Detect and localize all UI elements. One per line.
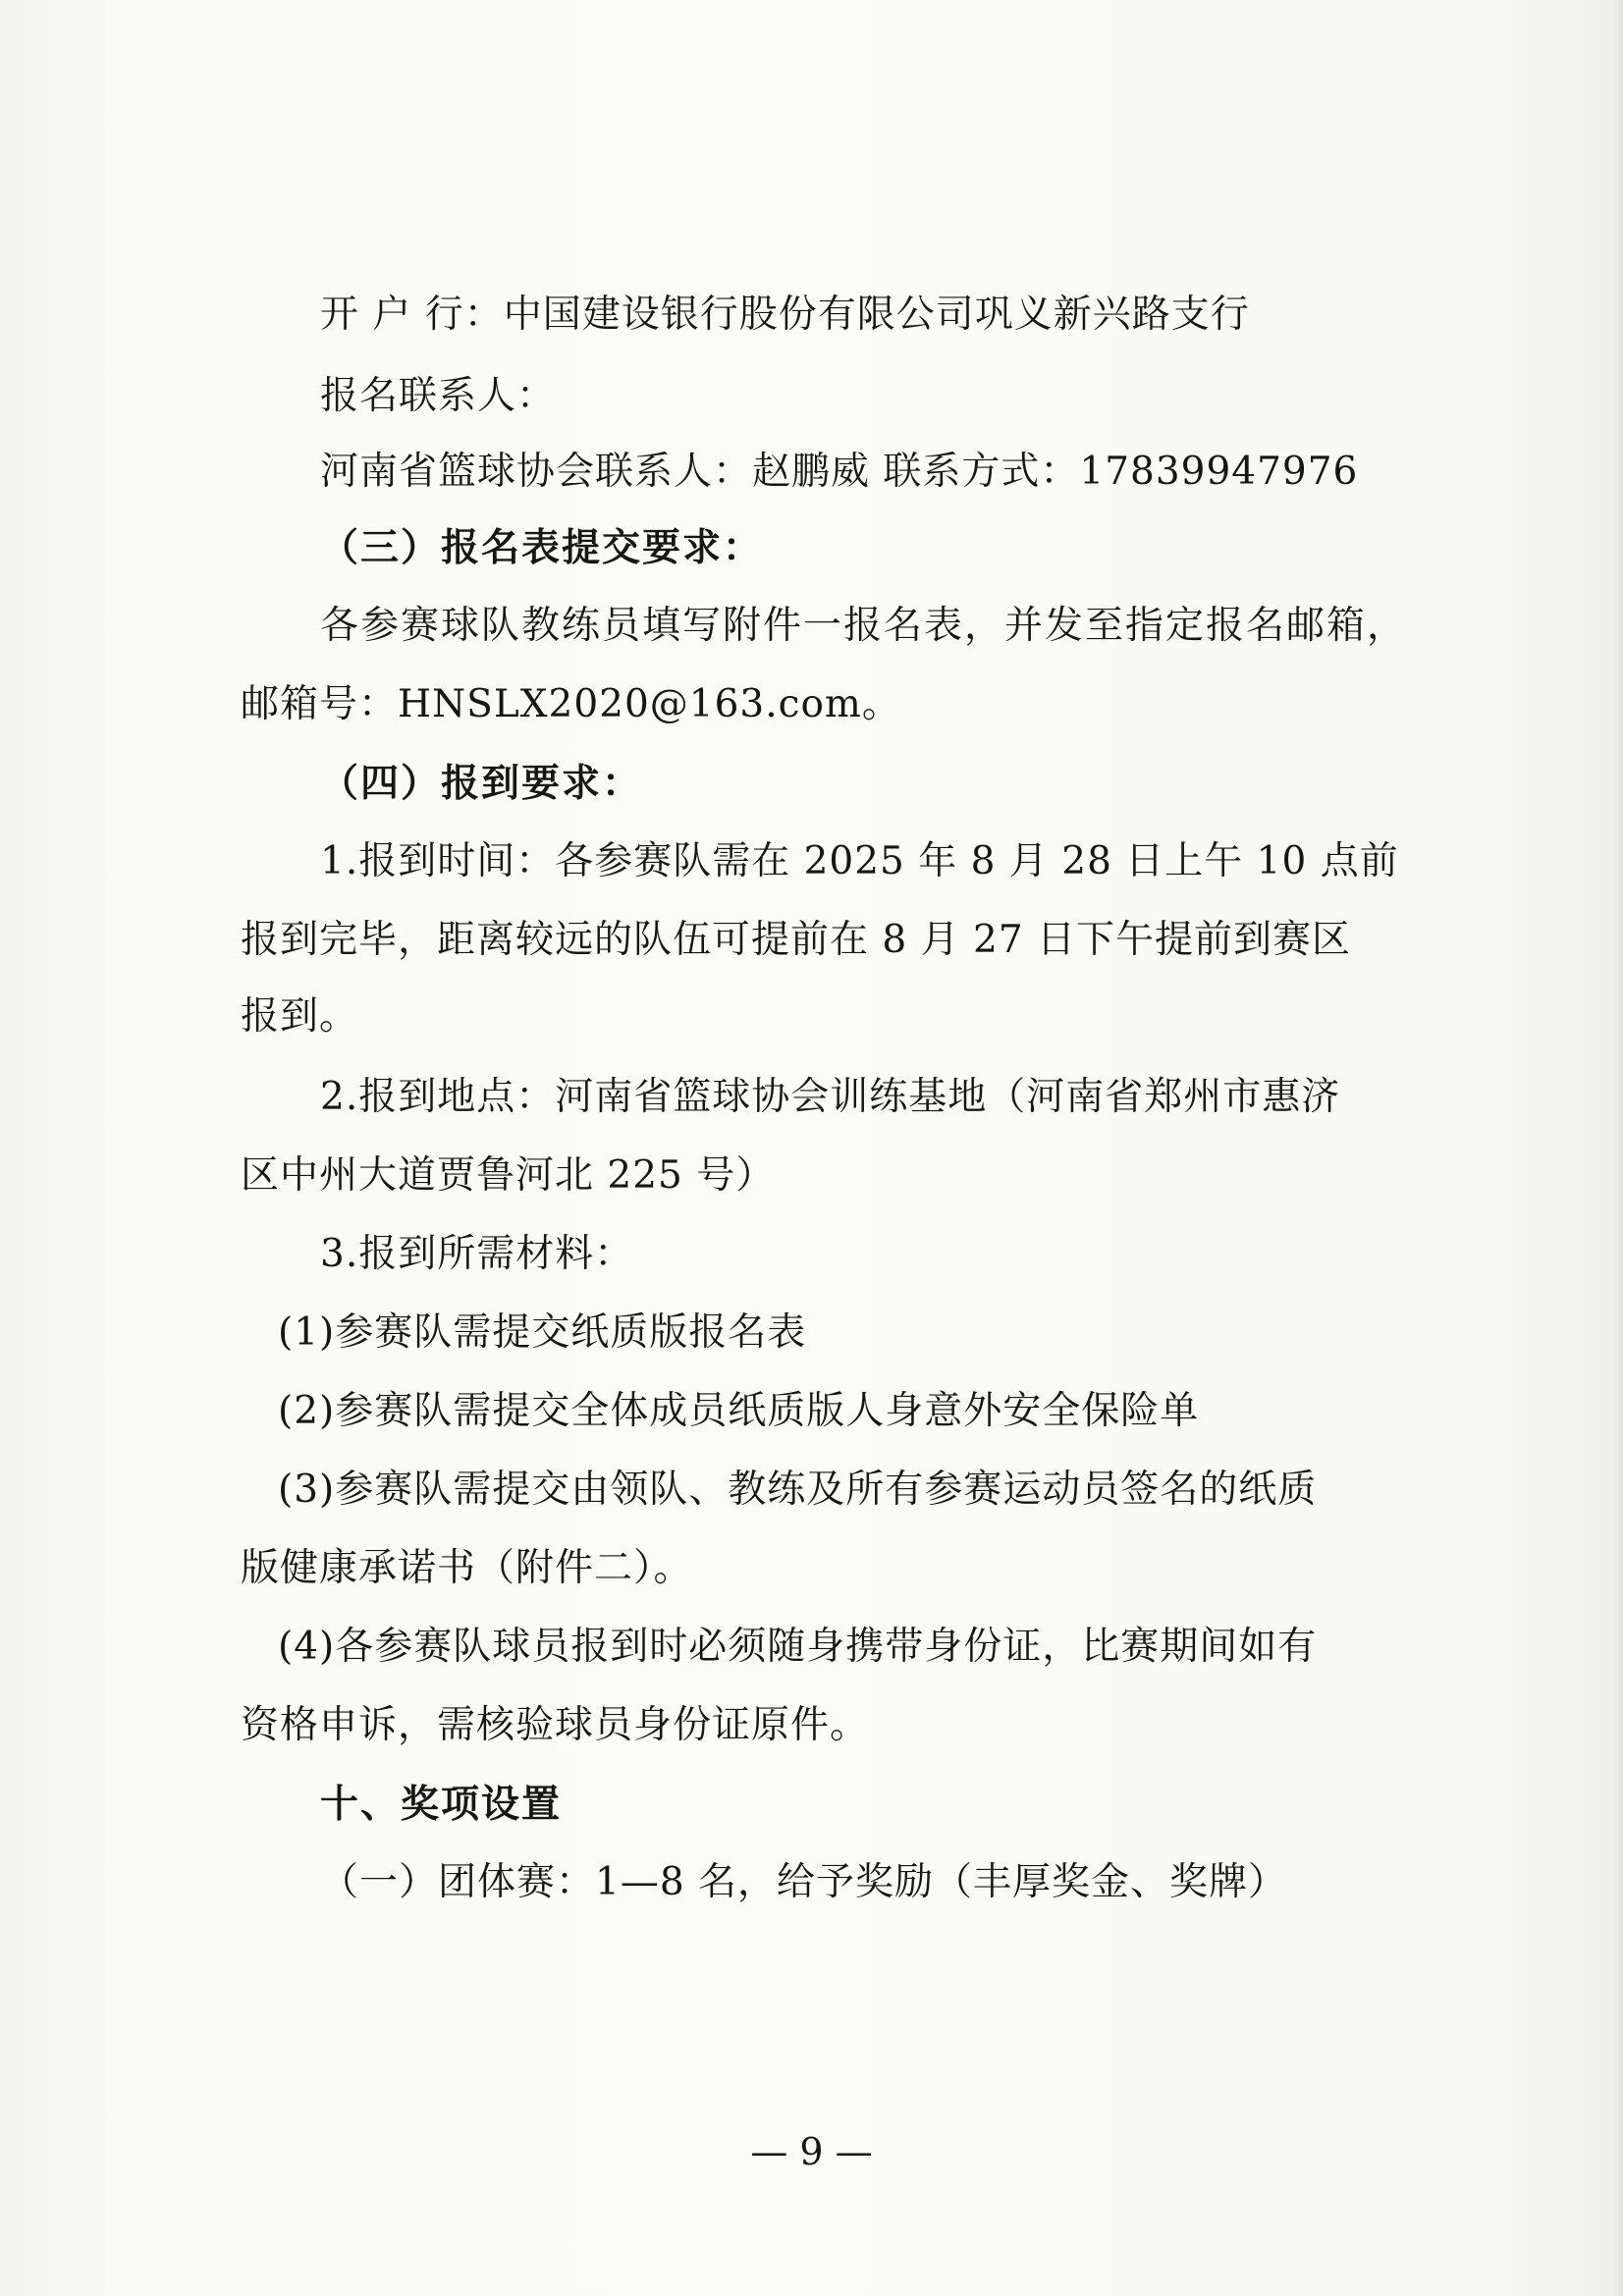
section3-title: （三）报名表提交要求：	[320, 525, 764, 570]
material-item-4-line1: (4)各参赛队球员报到时必须随身携带身份证，比赛期间如有	[278, 1625, 1318, 1669]
bank-line: 开 户 行：中国建设银行股份有限公司巩义新兴路支行	[320, 293, 1250, 337]
material-item-3-line1: (3)参赛队需提交由领队、教练及所有参赛运动员签名的纸质	[278, 1468, 1318, 1512]
contact-detail: 河南省篮球协会联系人：赵鹏威 联系方式：17839947976	[320, 450, 1359, 494]
material-item-2: (2)参赛队需提交全体成员纸质版人身意外安全保险单	[278, 1389, 1200, 1433]
report-place-line2: 区中州大道贾鲁河北 225 号）	[241, 1153, 776, 1198]
page-number: — 9 —	[750, 2130, 873, 2173]
report-time-line2: 报到完毕，距离较远的队伍可提前在 8 月 27 日下午提前到赛区	[241, 918, 1352, 962]
material-item-4-line2: 资格申诉，需核验球员身份证原件。	[241, 1703, 870, 1747]
section3-paragraph-line2: 邮箱号：HNSLX2020@163.com。	[241, 682, 901, 726]
report-place-line1: 2.报到地点：河南省篮球协会训练基地（河南省郑州市惠济	[320, 1075, 1341, 1119]
report-time-line3: 报到。	[241, 994, 359, 1039]
section4-title: （四）报到要求：	[320, 761, 643, 806]
report-time-line1: 1.报到时间：各参赛队需在 2025 年 8 月 28 日上午 10 点前	[320, 839, 1399, 883]
team-award-line: （一）团体赛：1—8 名，给予奖励（丰厚奖金、奖牌）	[320, 1860, 1288, 1904]
section3-paragraph-line1: 各参赛球队教练员填写附件一报名表，并发至指定报名邮箱，	[320, 604, 1408, 648]
contact-heading: 报名联系人：	[320, 374, 557, 418]
material-item-3-line2: 版健康承诺书（附件二）。	[241, 1546, 693, 1590]
material-item-1: (1)参赛队需提交纸质版报名表	[278, 1310, 807, 1355]
materials-title: 3.报到所需材料：	[320, 1232, 634, 1276]
section10-title: 十、奖项设置	[320, 1782, 563, 1827]
page-edge-shadow	[1613, 0, 1623, 2296]
